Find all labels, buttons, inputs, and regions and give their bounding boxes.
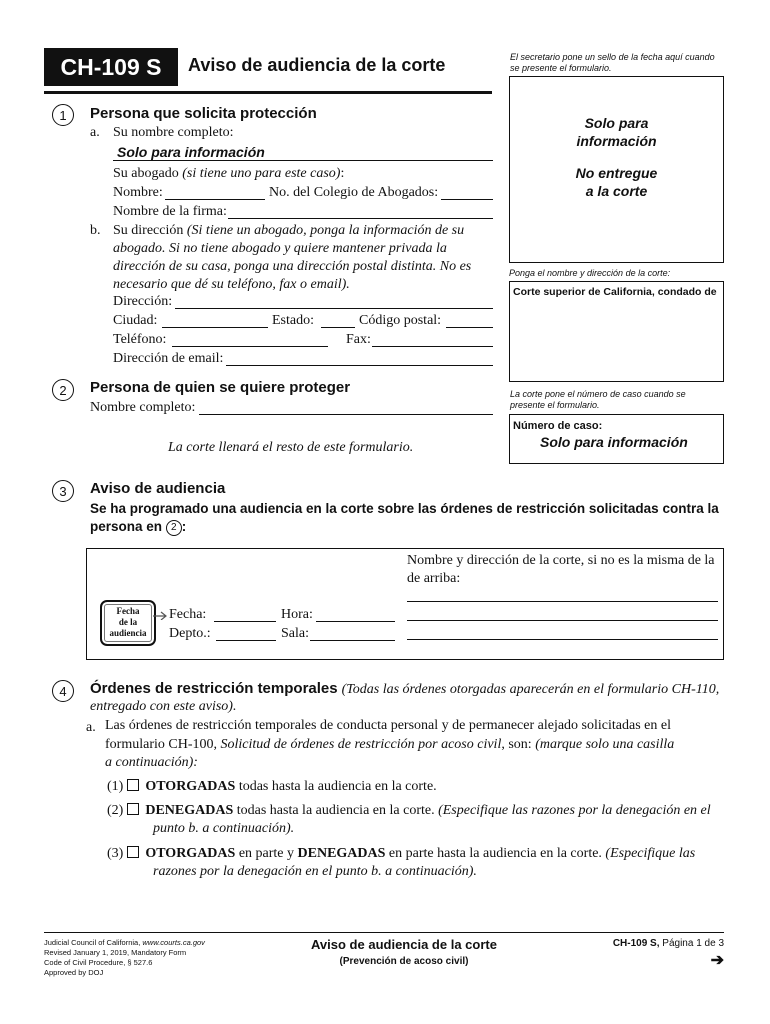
section-1-number: 1 xyxy=(52,104,74,126)
option-2-bold: DENEGADAS xyxy=(145,803,234,818)
option-3-text: en parte hasta la audiencia en la corte. xyxy=(388,846,602,861)
section-1-heading: Persona que solicita protección xyxy=(90,105,317,122)
hearing-time-field[interactable] xyxy=(316,621,395,622)
address-field[interactable] xyxy=(175,308,493,309)
form-title: Aviso de audiencia de la corte xyxy=(188,55,446,75)
email-label: Dirección de email: xyxy=(113,351,224,366)
option-3-checkbox[interactable] xyxy=(127,846,139,858)
footer-council: Judicial Council of California, xyxy=(44,938,141,947)
footer-url[interactable]: www.courts.ca.gov xyxy=(142,938,205,947)
section-4-note-1: (Todas las órdenes otorgadas aparecerán en el formulario CH-110, xyxy=(341,682,720,697)
item-b-marker: b. xyxy=(90,223,101,238)
stamp-line-4: a la corte xyxy=(585,183,648,199)
option-2-checkbox[interactable] xyxy=(127,803,139,815)
address-note-1: (Si tiene un abogado, ponga la información de su xyxy=(186,223,465,238)
lawyer-colon: : xyxy=(340,166,345,181)
section-4-heading: Órdenes de restricción temporales xyxy=(90,680,338,697)
address-intro: Su dirección xyxy=(113,223,184,238)
firm-label: Nombre de la firma: xyxy=(113,204,227,219)
case-number-label: Número de caso: xyxy=(513,420,603,432)
hearing-dept-field[interactable] xyxy=(216,640,276,641)
hearing-time-label: Hora: xyxy=(281,607,313,622)
item-4a-text-2d: (marque solo una casilla xyxy=(535,737,675,752)
next-page-arrow-icon[interactable]: ➔ xyxy=(710,952,724,969)
clerk-stamp-note: El secretario pone un sello de la fecha aquí cuando se presente el formulario. xyxy=(510,52,715,73)
badge-line-2: de la xyxy=(118,617,138,627)
section-4-note-2: entregado con este aviso). xyxy=(90,699,237,714)
hearing-subheading-2: persona en xyxy=(90,519,163,534)
badge-line-3: audiencia xyxy=(109,628,147,638)
fax-label: Fax: xyxy=(346,332,371,347)
court-fill-note: La corte llenará el resto de este formulario. xyxy=(168,440,414,455)
section-3-heading: Aviso de audiencia xyxy=(90,480,226,497)
footer-title: Aviso de audiencia de la corte xyxy=(311,937,497,952)
item-4a-text-3: a continuación): xyxy=(105,755,198,770)
zip-field[interactable] xyxy=(446,327,493,328)
item-4a-text-2-line xyxy=(105,737,674,753)
court-address-field-2[interactable] xyxy=(407,620,718,621)
zip-label: Código postal: xyxy=(359,313,442,328)
name-label: Su nombre completo: xyxy=(113,125,234,140)
lawyer-paren: (si tiene uno para este caso) xyxy=(182,166,341,181)
form-number: CH-109 S xyxy=(44,48,178,86)
footer-page xyxy=(560,938,724,949)
footer-revised: Revised January 1, 2019, Mandatory Form xyxy=(44,948,187,957)
arrow-right-icon xyxy=(153,608,169,620)
lawyer-name-label: Nombre: xyxy=(113,185,163,200)
email-field[interactable] xyxy=(226,365,493,366)
restrained-name-field[interactable] xyxy=(199,414,493,415)
court-name-label: Ponga el nombre y dirección de la corte: xyxy=(509,268,671,278)
option-3-mid: en parte y xyxy=(238,846,295,861)
name-value: Solo para información xyxy=(117,144,265,160)
lawyer-label: Su abogado xyxy=(113,166,179,181)
item-4a-text-2b: Solicitud de órdenes de restricción por acoso civil xyxy=(220,737,502,752)
title-rule xyxy=(44,91,492,94)
footer-left xyxy=(44,938,205,978)
hearing-room-field[interactable] xyxy=(310,640,395,641)
item-a-marker: a. xyxy=(90,125,100,140)
hearing-subheading-end: : xyxy=(181,519,187,534)
fax-field[interactable] xyxy=(372,346,493,347)
case-number-note: La corte pone el número de caso cuando se presente el formulario. xyxy=(510,389,686,410)
option-1 xyxy=(107,779,437,795)
section-4-number: 4 xyxy=(52,680,74,702)
option-3-number: (3) xyxy=(107,846,124,861)
lawyer-name-field[interactable] xyxy=(165,199,265,200)
hearing-date-field[interactable] xyxy=(214,621,276,622)
footer-page-number: Página 1 de 3 xyxy=(662,938,724,949)
case-number-box[interactable] xyxy=(509,414,724,464)
person-ref-2: 2 xyxy=(166,520,182,536)
court-name-value: Corte superior de California, condado de xyxy=(513,286,717,298)
option-1-bold: OTORGADAS xyxy=(145,779,236,794)
hearing-dept-label: Depto.: xyxy=(169,626,211,641)
city-field[interactable] xyxy=(162,327,268,328)
option-3-italic-2: razones por la denegación en el punto b. a continuación). xyxy=(153,864,477,879)
court-address-label-2: de arriba: xyxy=(407,571,461,586)
option-3-bold-1: OTORGADAS xyxy=(145,846,236,861)
option-3-bold-2: DENEGADAS xyxy=(297,846,386,861)
phone-field[interactable] xyxy=(172,346,328,347)
footer-form-number: CH-109 S, xyxy=(612,938,660,949)
option-3 xyxy=(107,846,695,862)
stamp-line-3: No entregue xyxy=(575,165,658,181)
city-label: Ciudad: xyxy=(113,313,158,328)
badge-line-1: Fecha xyxy=(116,606,140,616)
address-note-2: abogado. Si no tiene abogado y quiere mantener privada la xyxy=(113,241,447,256)
item-4a-text-2a: formulario CH-100, xyxy=(105,737,217,752)
hearing-date-badge xyxy=(100,600,156,646)
option-1-text: todas hasta la audiencia en la corte. xyxy=(238,779,437,794)
section-3-number: 3 xyxy=(52,480,74,502)
stamp-line-2: información xyxy=(576,133,657,149)
name-field[interactable] xyxy=(113,160,493,161)
address-note-3: dirección de su casa, ponga una dirección postal distinta. No es xyxy=(113,259,472,274)
option-3-italic-1: (Especifique las xyxy=(605,846,696,861)
case-number-value: Solo para información xyxy=(540,434,688,450)
item-4a-text-1: Las órdenes de restricción temporales de conducta personal y de permanecer alejado solicitadas en el xyxy=(105,718,671,733)
court-address-field-3[interactable] xyxy=(407,639,718,640)
option-1-checkbox[interactable] xyxy=(127,779,139,791)
section-4-heading-line xyxy=(90,680,719,698)
section-2-number: 2 xyxy=(52,379,74,401)
hearing-room-label: Sala: xyxy=(281,626,309,641)
address-note-4: necesario que dé su teléfono, fax o email). xyxy=(113,277,350,292)
footer-rule xyxy=(44,932,724,933)
footer-subtitle: (Prevención de acoso civil) xyxy=(339,956,469,967)
option-2-italic-1: (Especifique las razones por la denegación en el xyxy=(438,803,711,818)
state-label: Estado: xyxy=(272,313,314,328)
bar-number-label: No. del Colegio de Abogados: xyxy=(269,185,439,200)
option-1-number: (1) xyxy=(107,779,124,794)
section-2-heading: Persona de quien se quiere proteger xyxy=(90,379,351,396)
clerk-stamp-box xyxy=(509,76,724,263)
item-4a-text-2c: , son: xyxy=(501,737,532,752)
hearing-subheading-1: Se ha programado una audiencia en la corte sobre las órdenes de restricción solicitadas contra la xyxy=(90,501,719,516)
option-2-number: (2) xyxy=(107,803,124,818)
address-intro-line xyxy=(113,223,464,239)
footer-approved: Approved by DOJ xyxy=(44,968,104,977)
option-2-italic-2: punto b. a continuación). xyxy=(153,821,295,836)
stamp-line-1: Solo para xyxy=(584,115,649,131)
restrained-name-label: Nombre completo: xyxy=(90,400,196,415)
address-label: Dirección: xyxy=(113,294,173,309)
hearing-date-label: Fecha: xyxy=(169,607,207,622)
option-2 xyxy=(107,803,711,819)
court-name-box[interactable] xyxy=(509,281,724,382)
state-field[interactable] xyxy=(321,327,355,328)
item-4a-marker: a. xyxy=(86,720,96,735)
hearing-subheading-2-line xyxy=(90,519,186,536)
option-2-text: todas hasta la audiencia en la corte. xyxy=(236,803,435,818)
phone-label: Teléfono: xyxy=(113,332,167,347)
firm-field[interactable] xyxy=(228,218,493,219)
court-address-label-1: Nombre y dirección de la corte, si no es la misma de la xyxy=(407,553,715,568)
footer-code: Code of Civil Procedure, § 527.6 xyxy=(44,958,153,967)
bar-number-field[interactable] xyxy=(441,199,493,200)
court-address-field-1[interactable] xyxy=(407,601,718,602)
lawyer-label-line xyxy=(113,166,344,182)
